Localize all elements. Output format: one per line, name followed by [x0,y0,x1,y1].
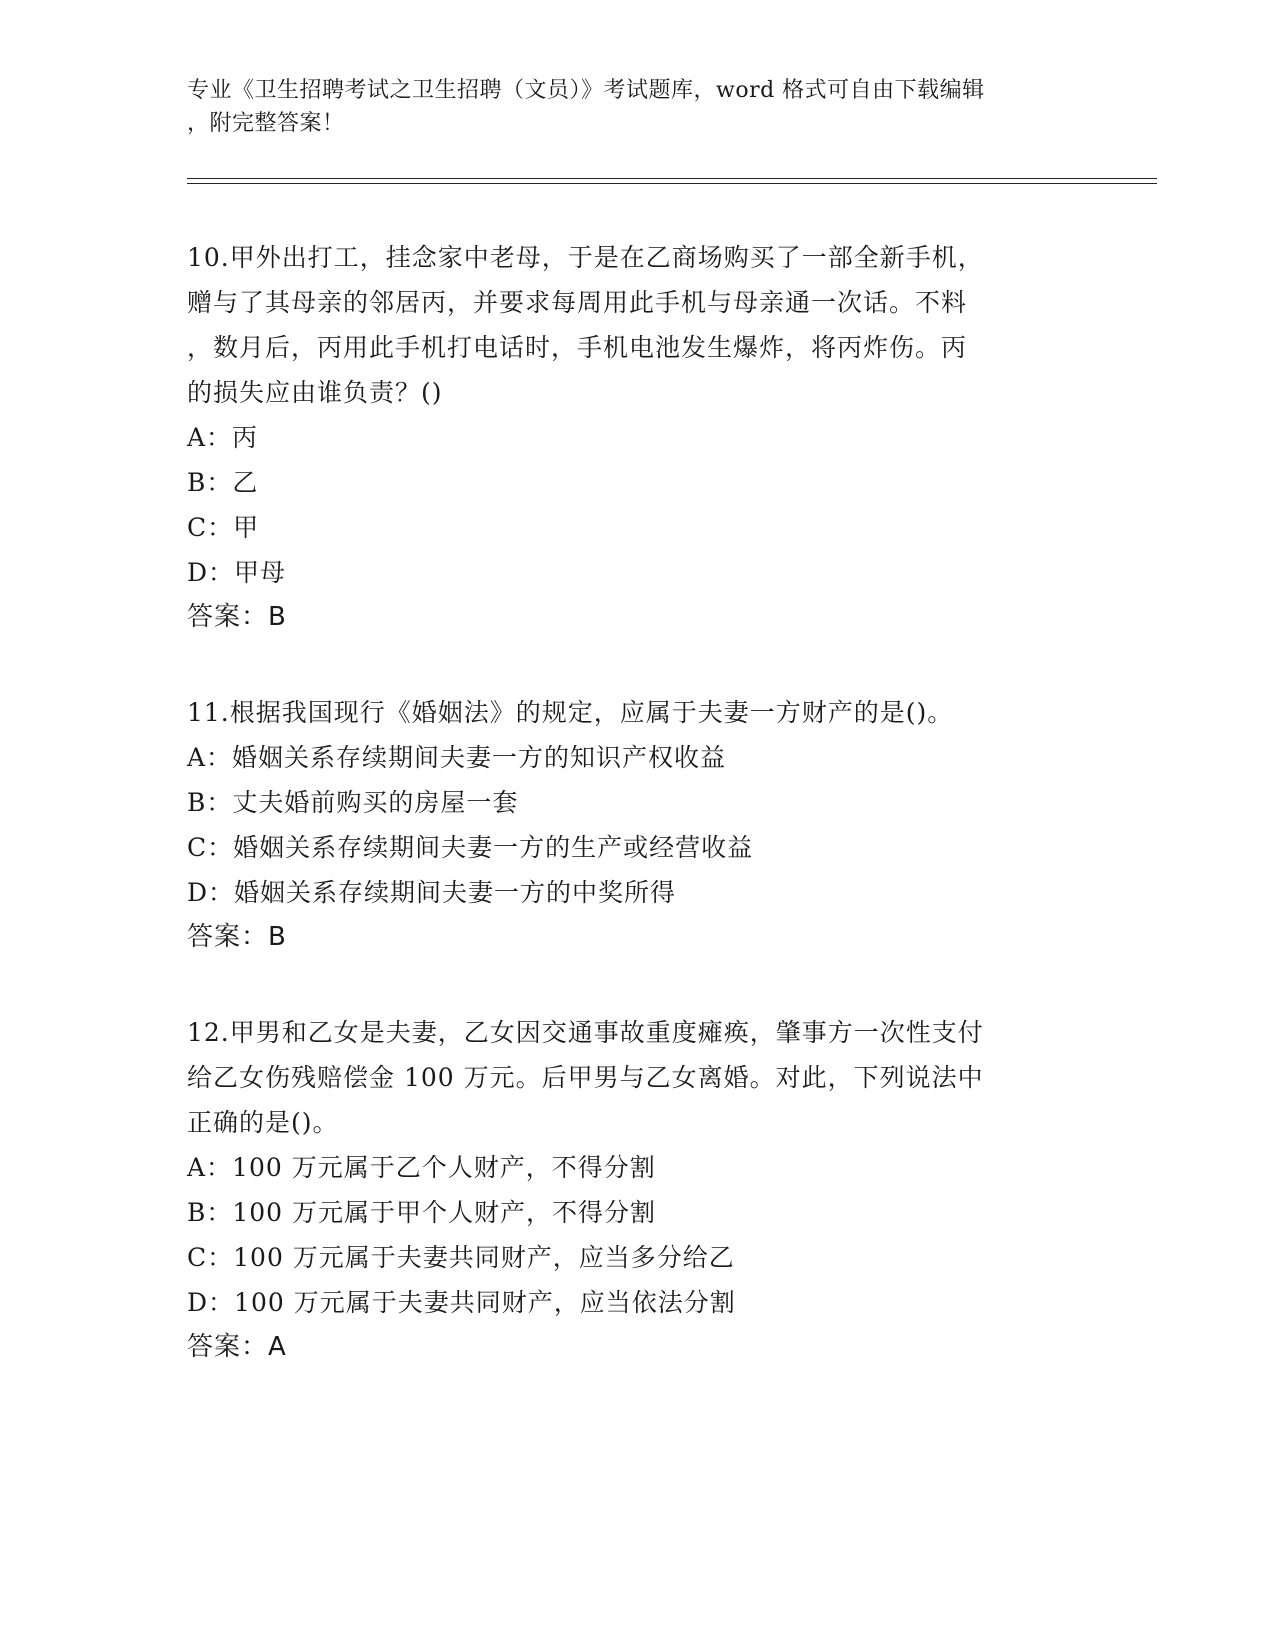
stem-line: 正确的是()。 [187,1108,339,1137]
answer-key: 答案：B [187,602,287,632]
option-list [187,415,1087,595]
header-divider-top [187,178,1157,179]
stem-line: 11.根据我国现行《婚姻法》的规定，应属于夫妻一方财产的是()。 [187,698,954,727]
header-divider-bottom [187,183,1157,184]
option-a: A：丙 [187,423,259,452]
answer-key: 答案：A [187,1332,287,1362]
intro-line-2: ，附完整答案！ [187,111,345,136]
option-c: C：婚姻关系存续期间夫妻一方的生产或经营收益 [187,833,754,862]
stem-line: 的损失应由谁负责？() [187,378,443,407]
option-c: C：甲 [187,513,260,542]
question-stem [187,235,1087,415]
stem-line: 12.甲男和乙女是夫妻，乙女因交通事故重度瘫痪，肇事方一次性支付 [187,1018,984,1047]
answer-key: 答案：B [187,922,287,952]
question-10 [187,235,1087,640]
option-d: D：甲母 [187,558,287,587]
document-intro [187,74,1067,140]
option-list [187,1145,1087,1325]
question-stem [187,1010,1087,1145]
option-a: A：婚姻关系存续期间夫妻一方的知识产权收益 [187,743,727,772]
intro-line-1: 专业《卫生招聘考试之卫生招聘（文员）》考试题库，word 格式可自由下载编辑 [187,78,985,103]
question-stem [187,690,1087,735]
option-d: D：100 万元属于夫妻共同财产，应当依法分割 [187,1288,736,1317]
stem-line: 给乙女伤残赔偿金 100 万元。后甲男与乙女离婚。对此，下列说法中 [187,1063,984,1092]
question-11 [187,690,1087,960]
option-d: D：婚姻关系存续期间夫妻一方的中奖所得 [187,878,677,907]
stem-line: ，数月后，丙用此手机打电话时，手机电池发生爆炸，将丙炸伤。丙 [187,333,968,362]
option-c: C：100 万元属于夫妻共同财产，应当多分给乙 [187,1243,735,1272]
stem-line: 赠与了其母亲的邻居丙，并要求每周用此手机与母亲通一次话。不料 [187,288,968,317]
option-b: B：乙 [187,468,259,497]
stem-line: 10.甲外出打工，挂念家中老母，于是在乙商场购买了一部全新手机， [187,243,984,272]
option-b: B：丈夫婚前购买的房屋一套 [187,788,519,817]
option-a: A：100 万元属于乙个人财产，不得分割 [187,1153,656,1182]
option-list [187,735,1087,915]
question-12 [187,1010,1087,1370]
option-b: B：100 万元属于甲个人财产，不得分割 [187,1198,657,1227]
